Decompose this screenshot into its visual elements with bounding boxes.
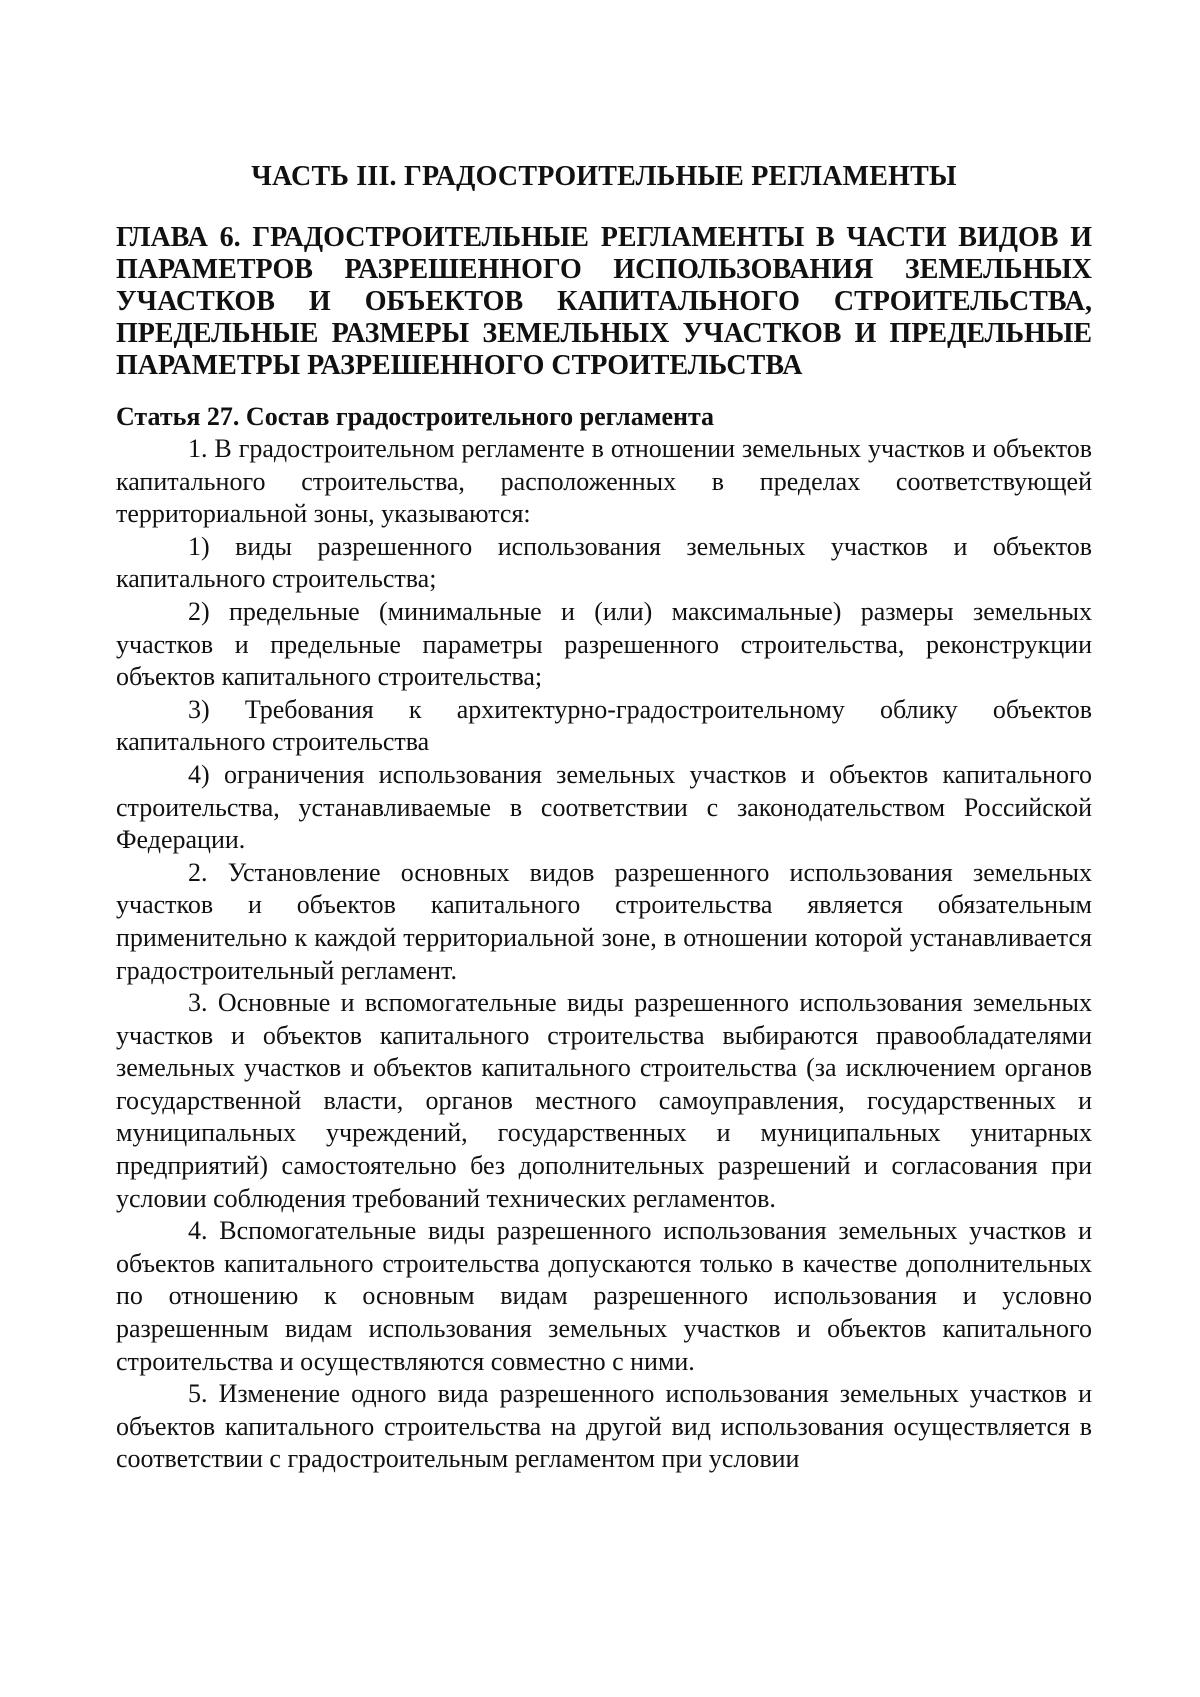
chapter-title: ГЛАВА 6. ГРАДОСТРОИТЕЛЬНЫЕ РЕГЛАМЕНТЫ В ЧАСТИ ВИДОВ И ПАРАМЕТРОВ РАЗРЕШЕННОГО ИСПОЛЬЗОВАНИЯ ЗЕМЕЛЬНЫХ УЧАСТКОВ И ОБЪЕКТОВ КАПИТАЛЬНОГО СТРОИТЕЛЬСТВА, ПРЕДЕЛЬНЫЕ РАЗМЕРЫ ЗЕМЕЛЬНЫХ УЧАСТКОВ И ПРЕДЕЛЬНЫЕ ПАРАМЕТРЫ РАЗРЕШЕННОГО СТРОИТЕЛЬСТВА [116, 222, 1092, 381]
paragraph-4: 4. Вспомогательные виды разрешенного использования земельных участков и объектов капитального строительства допускаются только в качестве дополнительных по отношению к основным видам разрешенного использования и условно разрешенным видам использования земельных участков и объектов капитального строительства и осуществляются совместно с ними. [116, 1216, 1092, 1376]
article-title: Статья 27. Состав градостроительного регламента [116, 402, 715, 431]
document-page [116, 160, 1092, 1476]
list-item-4: 4) ограничения использования земельных участков и объектов капитального строительства, устанавливаемые в соответствии с законодательством Российской Федерации. [116, 759, 1092, 855]
paragraph-3: 3. Основные и вспомогательные виды разрешенного использования земельных участков и объектов капитального строительства выбираются правообладателями земельных участков и объектов капитального строительства (за исключением органов государственной власти, органов местного самоуправления, государственных и муниципальных учреждений, государственных и муниципальных унитарных предприятий) самостоятельно без дополнительных разрешений и согласования при условии соблюдения требований технических регламентов. [116, 988, 1092, 1213]
part-title: ЧАСТЬ III. ГРАДОСТРОИТЕЛЬНЫЕ РЕГЛАМЕНТЫ [251, 161, 957, 192]
paragraph-2: 2. Установление основных видов разрешенного использования земельных участков и объектов капитального строительства является обязательным применительно к каждой территориальной зоне, в отношении которой устанавливается градостроительный регламент. [116, 857, 1092, 985]
paragraph-1: 1. В градостроительном регламенте в отношении земельных участков и объектов капитального строительства, расположенных в пределах соответствующей территориальной зоны, указываются: [116, 434, 1092, 529]
paragraph-5: 5. Изменение одного вида разрешенного использования земельных участков и объектов капитального строительства на другой вид использования осуществляется в соответствии с градостроительным регламентом при условии [116, 1379, 1092, 1474]
list-item-2: 2) предельные (минимальные и (или) максимальные) размеры земельных участков и предельные параметры разрешенного строительства, реконструкции объектов капитального строительства; [116, 596, 1092, 692]
list-item-3: 3) Требования к архитектурно-градостроительному облику объектов капитального строительства [116, 694, 1092, 757]
list-item-1: 1) виды разрешенного использования земельных участков и объектов капитального строительства; [116, 531, 1092, 594]
